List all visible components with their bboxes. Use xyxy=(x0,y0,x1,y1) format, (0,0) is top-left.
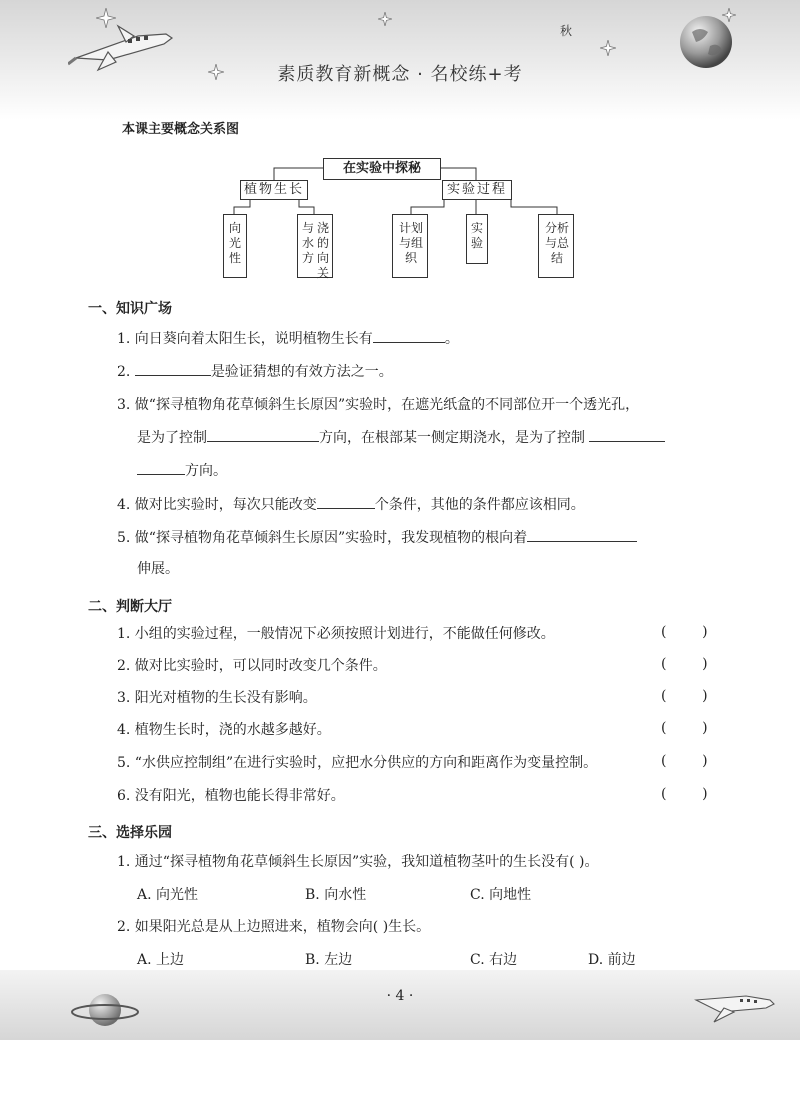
answer-blank[interactable] xyxy=(589,427,665,442)
choice-option[interactable]: A. 上边 xyxy=(137,952,185,968)
answer-parentheses[interactable]: ( ) xyxy=(661,786,708,802)
star-icon xyxy=(600,40,616,56)
question-1-2: 2. 是验证猜想的有效方法之一。 xyxy=(117,361,393,382)
judgment-item: 5. “水供应控制组”在进行实验时，应把水分供应的方向和距离作为变量控制。 xyxy=(117,755,598,771)
answer-blank[interactable] xyxy=(207,427,319,442)
question-1-4: 4. 做对比实验时，每次只能改变 个条件，其他的条件都应该相同。 xyxy=(117,494,585,515)
choice-option[interactable]: C. 右边 xyxy=(470,952,518,968)
star-icon xyxy=(96,8,116,28)
branch-plant-growth: 植物生长 xyxy=(240,180,308,200)
judgment-item: 6. 没有阳光，植物也能长得非常好。 xyxy=(117,788,345,804)
leaf-phototropism: 向光性 xyxy=(223,214,247,278)
leaf-watering-direction: 与水方 浇的向关 xyxy=(297,214,333,278)
answer-parentheses[interactable]: ( ) xyxy=(661,624,708,640)
concept-root: 在实验中探秘 xyxy=(323,158,441,180)
judgment-item: 3. 阳光对植物的生长没有影响。 xyxy=(117,690,317,706)
answer-parentheses[interactable]: ( ) xyxy=(661,656,708,672)
choice-option[interactable]: A. 向光性 xyxy=(137,887,199,903)
question-1-5-line1: 5. 做“探寻植物角花草倾斜生长原因”实验时，我发现植物的根向着 xyxy=(117,527,637,548)
answer-blank[interactable] xyxy=(137,460,185,475)
judgment-item: 1. 小组的实验过程，一般情况下必须按照计划进行，不能做任何修改。 xyxy=(117,626,555,642)
answer-blank[interactable] xyxy=(317,494,375,509)
header-band xyxy=(0,0,800,120)
choice-option[interactable]: C. 向地性 xyxy=(470,887,532,903)
question-1-3-line3: 方向。 xyxy=(137,460,227,481)
section-knowledge-heading: 一、知识广场 xyxy=(88,301,172,317)
question-1-5-line2: 伸展。 xyxy=(137,561,179,577)
judgment-item: 4. 植物生长时，浇的水越多越好。 xyxy=(117,722,331,738)
series-title: 素质教育新概念 · 名校练+考 xyxy=(277,64,523,85)
leaf-plan-and-organize: 计划与组织 xyxy=(392,214,428,278)
section-judgment-heading: 二、判断大厅 xyxy=(88,599,172,615)
answer-blank[interactable] xyxy=(135,361,211,376)
section-choice-heading: 三、选择乐园 xyxy=(88,825,172,841)
answer-blank[interactable] xyxy=(373,328,445,343)
branch-experiment-process: 实验过程 xyxy=(442,180,512,200)
answer-parentheses[interactable]: ( ) xyxy=(661,688,708,704)
answer-blank[interactable] xyxy=(527,527,637,542)
choice-option[interactable]: D. 前边 xyxy=(588,952,636,968)
question-1-1: 1. 向日葵向着太阳生长，说明植物生长有 。 xyxy=(117,328,459,349)
choice-option[interactable]: B. 左边 xyxy=(305,952,353,968)
concept-map-title: 本课主要概念关系图 xyxy=(122,122,240,137)
season-label: 秋 xyxy=(560,24,573,38)
choice-option[interactable]: B. 向水性 xyxy=(305,887,367,903)
leaf-experiment: 实验 xyxy=(466,214,488,264)
question-1-3-line1: 3. 做“探寻植物角花草倾斜生长原因”实验时，在遮光纸盒的不同部位开一个透光孔， xyxy=(117,397,640,413)
choice-question-2: 2. 如果阳光总是从上边照进来，植物会向( )生长。 xyxy=(117,919,431,935)
choice-question-1: 1. 通过“探寻植物角花草倾斜生长原因”实验，我知道植物茎叶的生长没有( )。 xyxy=(117,854,599,870)
judgment-item: 2. 做对比实验时，可以同时改变几个条件。 xyxy=(117,658,387,674)
question-1-3-line2: 是为了控制 方向，在根部某一侧定期浇水，是为了控制 xyxy=(137,427,665,448)
answer-parentheses[interactable]: ( ) xyxy=(661,720,708,736)
star-icon xyxy=(378,12,392,26)
footer-band xyxy=(0,970,800,1040)
page-number: · 4 · xyxy=(386,988,414,1004)
leaf-analyze-and-summarize: 分析与总结 xyxy=(538,214,574,278)
answer-parentheses[interactable]: ( ) xyxy=(661,753,708,769)
